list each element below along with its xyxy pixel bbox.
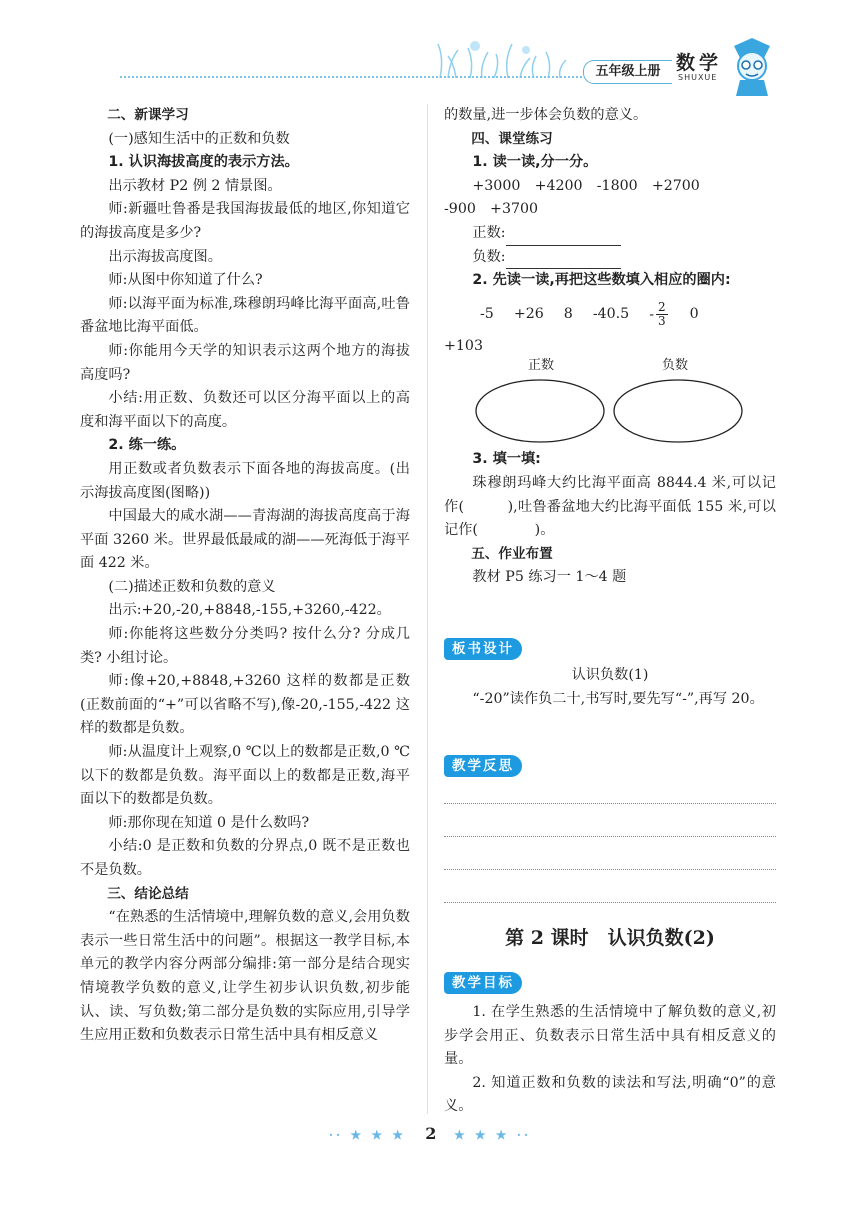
exercise-numbers: -900 +3700 <box>444 201 539 218</box>
paragraph: 珠穆朗玛峰大约比海平面高 8844.4 米,可以记作( ),吐鲁番盆地大约比海平面低 155 米,可以记作( )。 <box>444 474 776 539</box>
paragraph: 小结:0 是正数和负数的分界点,0 既不是正数也不是负数。 <box>80 838 410 878</box>
paragraph: 出示:+20,-20,+8848,-155,+3260,-422。 <box>108 602 391 619</box>
star-decoration-icon: ·· ★ ★ ★ <box>328 1128 414 1142</box>
answer-blank[interactable] <box>506 252 621 269</box>
paragraph: 师:从温度计上观察,0 ℃以上的数都是正数,0 ℃以下的数都是负数。海平面以上的数都是正数,海平面以下的数都是负数。 <box>80 744 410 808</box>
classification-circles <box>444 358 776 448</box>
subject-title-en: SHUXUE <box>678 73 718 82</box>
negative-label: 负数: <box>472 248 506 265</box>
positive-label: 正数: <box>472 224 506 241</box>
fraction-numerator: 2 <box>658 300 666 315</box>
board-text: “-20”读作负二十,书写时,要先写“-”,再写 20。 <box>472 690 764 707</box>
number: 0 <box>689 305 699 322</box>
reflection-line[interactable] <box>444 803 776 804</box>
left-column <box>80 104 410 1048</box>
goals-tag-wrap <box>444 972 522 994</box>
answer-row-positive <box>444 222 776 246</box>
paragraph: 出示海拔高度图。 <box>108 248 222 265</box>
fraction-sign: - <box>649 306 654 323</box>
paragraph: 教材 P5 练习一 1～4 题 <box>472 569 627 586</box>
number: -5 <box>480 305 494 322</box>
positive-circle <box>476 380 604 442</box>
reflection-line[interactable] <box>444 869 776 870</box>
subject-title: 数学 <box>676 52 723 74</box>
exercise-numbers: +3000 +4200 -1800 +2700 <box>472 177 700 194</box>
paragraph: 用正数或者负数表示下面各地的海拔高度。(出示海拔高度图(图略)) <box>80 460 410 501</box>
page-footer <box>0 1124 860 1143</box>
paragraph: 师:你能将这些数分分类吗? 按什么分? 分成几类? 小组讨论。 <box>80 626 410 666</box>
item-heading: 1. 认识海拔高度的表示方法。 <box>108 154 299 171</box>
star-decoration-icon: ★ ★ ★ ·· <box>453 1128 532 1142</box>
grade-label: 五年级上册 <box>583 60 672 84</box>
fraction-denominator: 3 <box>658 314 666 329</box>
section-heading: 四、课堂练习 <box>471 130 553 147</box>
paragraph: 中国最大的咸水湖——青海湖的海拔高度高于海平面 3260 米。世界最低最咸的湖——死海低于海平面 422 米。 <box>80 508 410 572</box>
paragraph: 师:新疆吐鲁番是我国海拔最低的地区,你知道它的海拔高度是多少? <box>80 201 410 241</box>
board-title: 认识负数(1) <box>571 667 649 683</box>
board-design <box>444 664 776 711</box>
section-heading: 三、结论总结 <box>107 885 189 902</box>
paragraph: 出示教材 P2 例 2 情景图。 <box>108 177 282 194</box>
reflection-tag-wrap <box>444 755 522 777</box>
number: +26 <box>513 305 544 322</box>
number: +103 <box>444 337 483 354</box>
reflection-tag: 教学反思 <box>444 755 522 777</box>
number: 8 <box>563 305 573 322</box>
fraction-number <box>649 301 669 328</box>
circles-drawing <box>474 378 764 444</box>
paragraph: 小结:用正数、负数还可以区分海平面以上的高度和海平面以下的高度。 <box>80 390 410 430</box>
paragraph: 师:那你现在知道 0 是什么数吗? <box>108 814 310 831</box>
exercise-heading: 2. 先读一读,再把这些数填入相应的圈内: <box>472 272 731 289</box>
subsection-heading: (一)感知生活中的正数和负数 <box>108 130 290 147</box>
reflection-line[interactable] <box>444 836 776 837</box>
right-column <box>444 104 776 590</box>
paragraph: 师:像+20,+8848,+3260 这样的数都是正数(正数前面的“+”可以省略不写),像-20,-155,-422 这样的数都是负数。 <box>80 673 410 737</box>
item-heading: 2. 练一练。 <box>108 437 186 454</box>
lesson-title: 第 2 课时 认识负数(2) <box>505 927 715 949</box>
paragraph: 的数量,进一步体会负数的意义。 <box>444 107 648 123</box>
goals <box>444 1001 776 1119</box>
answer-blank[interactable] <box>506 229 621 246</box>
column-divider <box>427 104 428 1114</box>
mascot-icon <box>724 36 780 100</box>
positive-circle-label: 正数 <box>528 358 555 374</box>
board-design-tag: 板书设计 <box>444 638 522 660</box>
goal-item: 2. 知道正数和负数的读法和写法,明确“0”的意义。 <box>444 1074 776 1115</box>
number: -40.5 <box>592 305 630 322</box>
section-heading: 二、新课学习 <box>107 107 189 123</box>
fraction <box>656 301 668 328</box>
subsection-heading: (二)描述正数和负数的意义 <box>108 578 276 595</box>
header-dotted-line <box>120 76 582 78</box>
answer-row-negative <box>444 246 776 270</box>
grass-flower-decoration-icon <box>430 38 580 80</box>
paragraph: 师:以海平面为标准,珠穆朗玛峰比海平面高,吐鲁番盆地比海平面低。 <box>80 295 410 336</box>
page-header <box>0 0 860 110</box>
negative-circle <box>614 380 742 442</box>
paragraph: “在熟悉的生活情境中,理解负数的意义,会用负数表示一些日常生活中的问题”。根据这一教学目标,本单元的教学内容分两部分编排:第一部分是结合现实情境教学负数的意义,让学生初步认识负数,初步能认、读、写负数;第二部分是负数的实际应用,引导学生应用正数和负数表示日常生活中具有相反意义 <box>80 909 410 1044</box>
board-design-tag-wrap <box>444 638 522 660</box>
exercise-number-row <box>444 295 776 335</box>
exercise-heading: 3. 填一填: <box>472 451 541 468</box>
paragraph: 师:从图中你知道了什么? <box>108 272 263 289</box>
reflection-line[interactable] <box>444 902 776 903</box>
paragraph: 师:你能用今天学的知识表示这两个地方的海拔高度吗? <box>80 342 410 383</box>
page-number: 2 <box>425 1124 437 1143</box>
section-heading: 五、作业布置 <box>471 545 553 562</box>
negative-circle-label: 负数 <box>662 358 689 374</box>
goals-tag: 教学目标 <box>444 972 522 994</box>
goal-item: 1. 在学生熟悉的生活情境中了解负数的意义,初步学会用正、负数表示日常生活中具有相反意义的量。 <box>444 1004 776 1068</box>
exercise-heading: 1. 读一读,分一分。 <box>472 154 598 171</box>
